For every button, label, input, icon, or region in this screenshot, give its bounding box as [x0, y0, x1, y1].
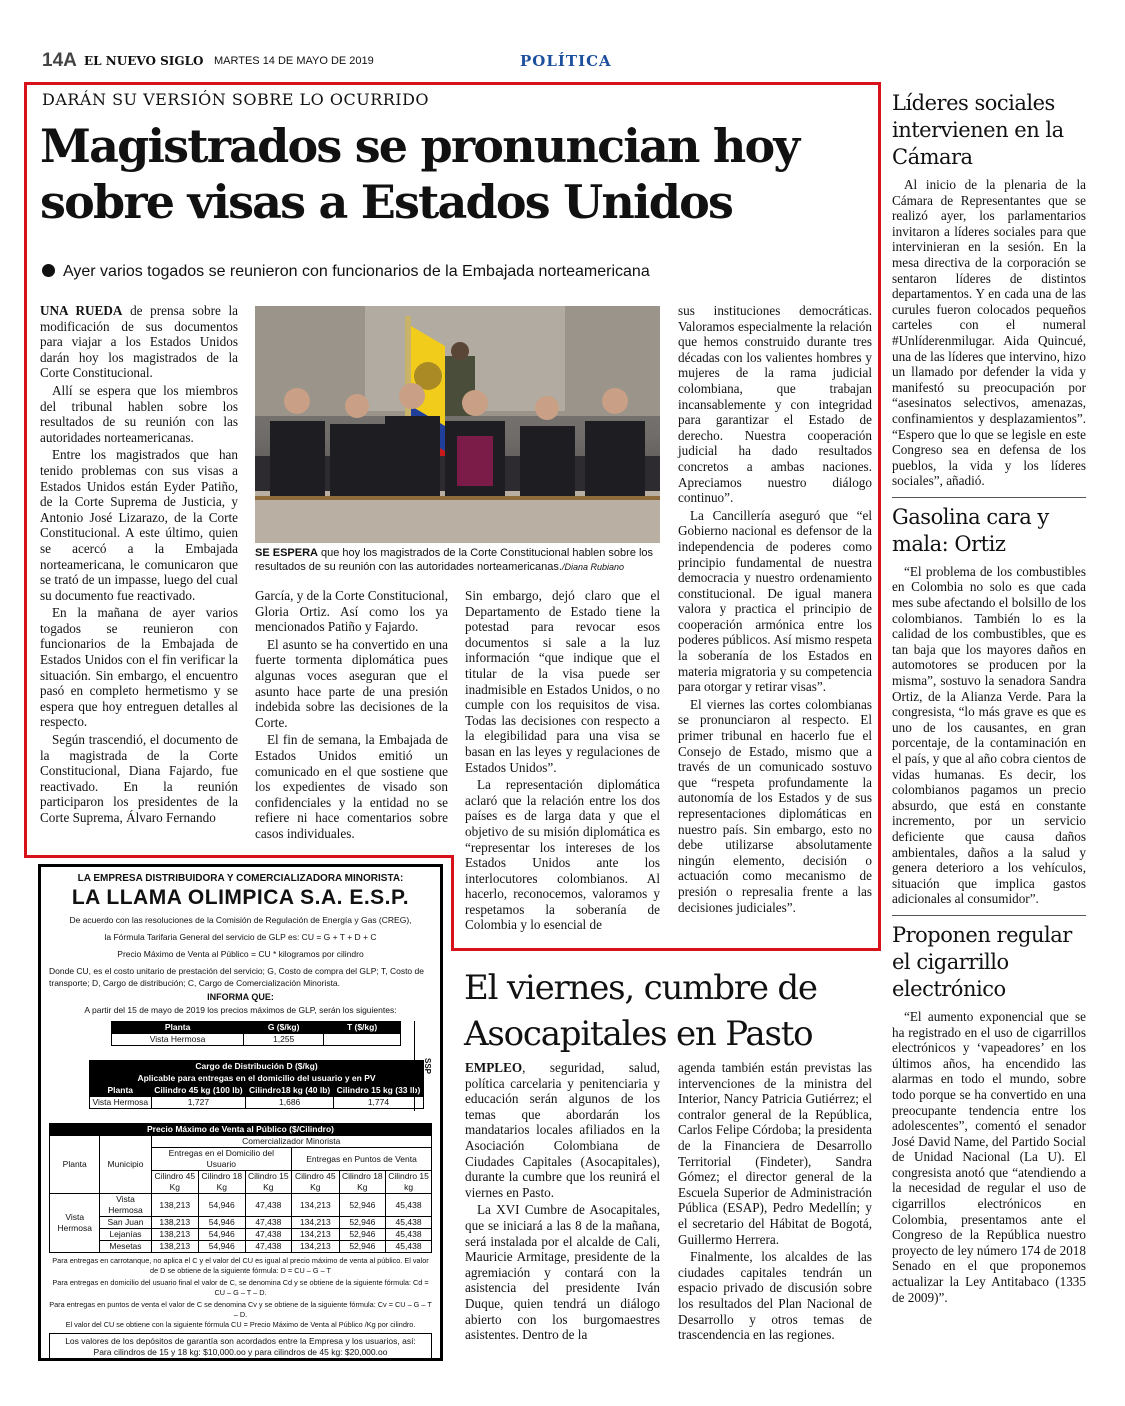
main-col-4	[678, 303, 872, 917]
photo-illustration	[255, 306, 660, 543]
divider	[892, 497, 1086, 498]
table-row	[50, 1217, 432, 1229]
main-col-3	[465, 588, 660, 935]
max-price-table	[49, 1123, 432, 1253]
table-cell: Planta	[50, 1136, 100, 1194]
second-col-1	[465, 1060, 660, 1345]
table-cell: 52,946	[339, 1229, 386, 1241]
lead-in: UNA RUEDA	[40, 303, 123, 318]
paragraph: Sin embargo, dejó claro que el Departamento de Estado tiene la potestad para revocar esos documentos si sale a la luz información “que indique que el titular de la visa puede ser inadmisible en Estados Unidos, o no cumple con los requisitos de visa. Todas las decisiones con respecto a la elegibilidad para una visa se basan en las leyes y regulaciones de Estados Unidos”.	[465, 588, 660, 775]
paragraph: EMPLEO, seguridad, salud, política carcelaria y penitenciaria y educación serán algunos de los temas que abordarán los mandatarios locales afiliados en la Asociación Colombiana de Ciudades Capitales (Asocapitales), durante la cumbre que los reunirá el viernes en Pasto.	[465, 1060, 660, 1200]
page-number: 14A	[42, 50, 77, 71]
second-headline-line1: El viernes, cumbre de	[464, 968, 817, 1008]
main-kicker: DARÁN SU VERSIÓN SOBRE LO OCURRIDO	[42, 90, 430, 109]
caption-credit: /Diana Rubiano	[561, 562, 625, 572]
paragraph: La XVI Cumbre de Asocapitales, que se iniciará a las 8 de la mañana, será instalada por el alcalde de Cali, Mauricie Armitage, presidente de la agremiación y contará con la asistencia del presidente Iván Duque, quien tendrá un diálogo abierto con los burgomaestres asistentes. Dentro de la	[465, 1202, 660, 1343]
divider	[892, 915, 1086, 916]
table-cell: 52,946	[339, 1241, 386, 1253]
table-cell: 1,686	[246, 1097, 334, 1109]
table-cell: 54,946	[199, 1229, 246, 1241]
table-cell: 138,213	[151, 1241, 198, 1253]
table-cell: 134,213	[292, 1229, 339, 1241]
table-cell: Municipio	[100, 1136, 151, 1194]
page-header	[42, 50, 1082, 74]
table-cell: Cilindro 45 Kg	[292, 1171, 339, 1194]
table-cell: 52,946	[339, 1217, 386, 1229]
paragraph: agenda también están previstas las intervenciones de la ministra del Interior, Nancy Patricia Gutiérrez; el contralor general de la República, Carlos Felipe Córdoba; la presidenta de la Financiera de Desarrollo Territorial (Findeter), Sandra Gómez; el director general de la Escuela Superior de Administración Pública (ESAP), Pedro Medellín; y el secretario del Hábitat de Bogotá, Guillermo Herrera.	[678, 1060, 872, 1247]
article-frame-right-low	[878, 82, 881, 951]
deposit-box: Los valores de los depósitos de garantía son acordados entre la Empresa y los usuarios, así: Para cilindros de 15 y 18 kg: $10,000.oo y para cilindros de 45 kg: $20,000.oo	[49, 1333, 432, 1361]
table-cell: 138,213	[151, 1194, 198, 1217]
gas-price-notice	[38, 864, 443, 1361]
paper-name: EL NUEVO SIGLO	[84, 54, 204, 68]
notice-line: A partir del 15 de mayo de 2019 los precios máximos de GLP, serán los siguientes:	[84, 1005, 397, 1015]
bullet-icon	[42, 264, 55, 277]
table-cell: 47,438	[245, 1217, 292, 1229]
table-cell: 134,213	[292, 1241, 339, 1253]
table-cell: 45,438	[386, 1229, 432, 1241]
photo-caption	[255, 546, 660, 574]
notice-line: De acuerdo con las resoluciones de la Comisión de Regulación de Energía y Gas (CREG),	[69, 915, 412, 925]
table-cell: Vista Hermosa	[50, 1194, 100, 1253]
side-story-2-title: Gasolina cara y mala: Ortiz	[892, 504, 1049, 556]
table-cell: San Juan	[100, 1217, 151, 1229]
side-column	[892, 90, 1086, 1305]
main-col-2	[255, 588, 448, 844]
table-cell: 54,946	[199, 1217, 246, 1229]
article-frame-step	[451, 855, 454, 951]
table-cell: 52,946	[339, 1194, 386, 1217]
paragraph: La Cancillería aseguró que “el Gobierno nacional es defensor de la independencia de poderes como principio fundamental de nuestra democracia y nuestro ordenamiento constitucional. De igual manera valora y practica el principio de cooperación armónica entre los poderes públicos. Así mismo respeta la soberanía de los Estados en materia migratoria y su competencia para otorgar y retirar visas”.	[678, 507, 872, 695]
table-cell: 45,438	[386, 1217, 432, 1229]
side-story-1-title: Líderes sociales intervienen en la Cámara	[892, 91, 1064, 169]
notice-line: la Fórmula Tarifaria General del servicio de GLP es: CU = G + T + D + C	[104, 932, 377, 942]
table-cell: Mesetas	[100, 1241, 151, 1253]
table-cell: Comercializador Minorista	[151, 1136, 431, 1148]
notice-informa: INFORMA QUE:	[207, 992, 274, 1002]
table-cell: Entregas en Puntos de Venta	[292, 1148, 432, 1171]
price-table-g-t	[111, 1021, 401, 1046]
issue-date: MARTES 14 DE MAYO DE 2019	[214, 55, 374, 67]
table-cell: Cilindro 15 kg	[386, 1171, 432, 1194]
table-cell: Cilindro18 kg (40 lb)	[246, 1085, 334, 1097]
table-cell: Lejanías	[100, 1229, 151, 1241]
paragraph: En la mañana de ayer varios togados se reunieron con funcionarios de la Embajada de Estados Unidos con el fin verificar la situación. Sin embargo, el encuentro pasó en completo hermetismo y se espera que hoy entreguen detalles al respecto.	[40, 605, 238, 730]
notice-top: LA EMPRESA DISTRIBUIDORA Y COMERCIALIZADORA MINORISTA:	[77, 873, 404, 884]
table-cell: Cilindro 45 Kg	[151, 1171, 198, 1194]
side-story-3-title: Proponen regular el cigarrillo electrónico	[892, 922, 1072, 1001]
notice-line: Donde CU, es el costo unitario de prestación del servicio; G, Costo de compra del GLP; T, Costo de transporte; D, Cargo de distribución; C, Cargo de Comercialización Minorista.	[49, 966, 424, 988]
paragraph: Allí se espera que los miembros del tribunal hablen sobre los resultados de su reunión con las autoridades norteamericanas.	[40, 382, 238, 445]
main-headline-line2: sobre visas a Estados Unidos	[40, 175, 733, 229]
lead-in: EMPLEO	[465, 1060, 523, 1075]
table-cell: 45,438	[386, 1241, 432, 1253]
table-cell: Vista Hermosa	[112, 1034, 244, 1046]
paragraph: El viernes las cortes colombianas se pronunciaron al respecto. El primer tribunal en hacerlo fue el Consejo de Estado, mismo que a través de un comunicado sostuvo que “respeta profundamente la autonomía de los Estados y de sus representaciones diplomáticas en nuestro país. Sin embargo, esto no debe utilizarse absolutamente ningún elemento, decisión o actuación como mecanismo de presión o represalia frente a las decisiones judiciales”.	[678, 696, 872, 915]
notice-note: Para entregas en carrotanque, no aplica el C y el valor del CU es igual al precio máximo de venta al público. El valor de D se obtiene de la siguiente fórmula: D = CU – G – T	[52, 1256, 429, 1275]
table-cell: 47,438	[245, 1241, 292, 1253]
table-cell: 1,727	[151, 1097, 246, 1109]
table-cell: 1,255	[244, 1034, 324, 1046]
second-headline-line2: Asocapitales en Pasto	[464, 1014, 813, 1054]
distribution-charge-table	[89, 1060, 424, 1109]
main-photo	[255, 306, 660, 543]
main-deck	[42, 263, 650, 281]
paragraph: sus instituciones democráticas. Valoramos especialmente la relación que hemos construido durante tres décadas con los valientes hombres y mujeres de la rama judicial colombiana, que trabajan incansablemente y con integridad para garantizar el Estado de derecho. Nuestra cooperación judicial ha dado resultados concretos a ambas naciones. Apreciamos nuestro diálogo continuo”.	[678, 303, 872, 506]
table-cell: Cilindro 15 Kg	[245, 1171, 292, 1194]
table-cell: 47,438	[245, 1229, 292, 1241]
table-cell: Vista Hermosa	[90, 1097, 152, 1109]
table-cell: Cilindro 18 Kg	[199, 1171, 246, 1194]
table-cell: Planta	[112, 1022, 244, 1034]
paragraph: García, y de la Corte Constitucional, Gloria Ortiz. Así como los ya mencionados Patiño y Fajardo.	[255, 588, 448, 635]
paragraph: Finalmente, los alcaldes de las ciudades capitales tendrán un espacio privado de discusión sobre los resultados del Plan Nacional de Desarrollo y otros temas de trascendencia en las regiones.	[678, 1249, 872, 1343]
table-cell: 134,213	[292, 1194, 339, 1217]
table-cell: 47,438	[245, 1194, 292, 1217]
ssp-logo: SSP	[414, 1021, 432, 1111]
main-headline-line1: Magistrados se pronuncian hoy	[40, 119, 799, 173]
notice-note: El valor del CU se obtiene con la siguiente fórmula CU = Precio Máximo de Venta al Público /Kg por cilindro.	[65, 1320, 416, 1329]
article-frame-bottom2	[451, 948, 881, 951]
paragraph: El asunto se ha convertido en una fuerte tormenta diplomática pues algunas voces aseguran que el asunto hace parte de una presión indebida sobre las decisiones de la Corte.	[255, 636, 448, 730]
second-headline	[464, 965, 884, 1057]
caption-lead: SE ESPERA	[255, 547, 318, 559]
notice-note: Para entregas en puntos de venta el valor de C se denomina Cv y se obtiene de la siguiente fórmula: Cv = CU – G – T – D.	[49, 1300, 432, 1319]
main-deck-text: Ayer varios togados se reunieron con funcionarios de la Embajada norteamericana	[63, 263, 650, 280]
second-col-2	[678, 1060, 872, 1345]
main-col-1	[40, 303, 238, 828]
table-row	[50, 1194, 432, 1217]
paragraph: Entre los magistrados que han tenido problemas con sus visas a Estados Unidos están Eyder Patiño, de la Corte Suprema de Justicia, y Antonio José Lizarazo, de la Corte Constitucional. A este último, quien se acercó a la Embajada norteamericana, le comunicaron que se trató de un impasse, luego del cual su documento fue reactivado.	[40, 447, 238, 603]
table-cell: Cilindro 18 Kg	[339, 1171, 386, 1194]
table-cell: 1,774	[333, 1097, 423, 1109]
side-story-1-text: Al inicio de la plenaria de la Cámara de Representantes que se realizó ayer, los parlamentarios invitaron a líderes sociales para que intervinieran en la sesión. En la mesa directiva de la corporación se sentaron líderes de distintos departamentos. Y en cada una de las curules fueron colocados pequeños carteles con el numeral #Unlíderenmilugar. Aida Quincué, una de las líderes que intervino, hizo un llamado por defender la vida y manifestó su preocupación por “asesinatos selectivos, amenazas, confinamientos y desplazamientos”. “Espero que lo que se legisle en este Congreso sea en defensa de los pueblos, la vida y los líderes sociales”, añadió.	[892, 177, 1086, 489]
notice-note: Para entregas en domicilio del usuario final el valor de C, se denomina Cd y se obtiene de la siguiente fórmula: Cd = CU – G – T – D.	[52, 1278, 429, 1297]
main-headline	[40, 118, 870, 230]
table-cell: Cilindro 15 kg (33 lb)	[333, 1085, 423, 1097]
section-name: POLÍTICA	[520, 52, 612, 70]
table-cell: Precio Máximo de Venta al Público ($/Cilindro)	[50, 1124, 432, 1136]
notice-company: LA LLAMA OLIMPICA S.A. E.S.P.	[71, 886, 410, 909]
table-cell: T ($/kg)	[324, 1022, 401, 1034]
table-cell: Vista Hermosa	[100, 1194, 151, 1217]
table-cell: 138,213	[151, 1217, 198, 1229]
table-cell: Entregas en el Domicilio del Usuario	[151, 1148, 292, 1171]
table-row	[50, 1229, 432, 1241]
paragraph: Según trascendió, el documento de la magistrada de la Corte Constitucional, Diana Fajardo, fue reactivado. En la reunión participaron los presidentes de la Corte Suprema, Álvaro Fernando	[40, 732, 238, 825]
notice-line: Precio Máximo de Venta al Público = CU * kilogramos por cilindro	[117, 949, 364, 959]
side-story-3-text: “El aumento exponencial que se ha registrado en el uso de cigarrillos electrónicos y ‘vapeadores’ en los últimos años, ha encendido las alarmas en todo el mundo, sobre todo porque se ha convertido en una preocupante tendencia entre los adolescentes”, comentó el senador José David Name, del Partido Social de Unidad Nacional (La U). El congresista anotó que “atendiendo a la necesidad de regular el uso de cigarrillos electrónicos en Colombia, presentamos ante el Congreso de la República nuestro proyecto de ley número 174 de 2018 Senado en el que proponemos actualizar la Ley Antitabaco (1335 de 2009)”.	[892, 1008, 1086, 1305]
article-frame-bottom	[24, 855, 454, 858]
table-cell: 54,946	[199, 1194, 246, 1217]
table-cell: 54,946	[199, 1241, 246, 1253]
table-cell: 45,438	[386, 1194, 432, 1217]
paragraph: El fin de semana, la Embajada de Estados Unidos emitió un comunicado en el que sostiene que los expedientes de visado son confidenciales y la entidad no se refiere ni hace comentarios sobre casos individuales.	[255, 732, 448, 841]
table-row	[50, 1241, 432, 1253]
caption-text: que hoy los magistrados de la Corte Constitucional hablen sobre los resultados de su reunión con las autoridades norteamericanas.	[255, 547, 654, 573]
table-cell	[324, 1034, 401, 1046]
table-cell: Cargo de Distribución D ($/kg)	[90, 1061, 424, 1073]
table-cell: G ($/kg)	[244, 1022, 324, 1034]
table-cell: 138,213	[151, 1229, 198, 1241]
side-story-2-text: “El problema de los combustibles en Colombia no solo es que cada mes sube afectando el bolsillo de los colombianos. También lo es la calidad de los combustibles, que es tan baja que los mayores daños en automotores se producen por la misma”, sostuvo la senadora Sandra Ortiz, de la Alianza Verde. Para la congresista, “lo más grave es que es uno de los causantes, en gran porcentaje, de la contaminación en el país, y que al año cobra cientos de vidas humanas. Es decir, los colombianos pagamos un precio absurdo, que está en constante incremento, por un servicio deficiente que causa daños ambientales, daños a la salud y genera deterioro a los vehículos, situación que implica gastos adicionales al consumidor”.	[892, 563, 1086, 907]
table-cell: Planta	[90, 1085, 152, 1097]
paragraph: La representación diplomática aclaró que la relación entre los dos países es de larga data y que el objetivo de su misión diplomática es “representar los intereses de los Estados Unidos ante los interlocutores colombianos. Al hacerlo, reconocemos, valoramos y respetamos la soberanía de Colombia y lo esencial de	[465, 777, 660, 933]
table-cell: 134,213	[292, 1217, 339, 1229]
table-cell: Cilindro 45 kg (100 lb)	[151, 1085, 246, 1097]
table-cell: Aplicable para entregas en el domicilio del usuario y en PV	[90, 1073, 424, 1085]
paragraph: UNA RUEDA de prensa sobre la modificación de sus documentos para viajar a los Estados Unidos darán hoy los magistrados de la Corte Constitucional.	[40, 303, 239, 381]
